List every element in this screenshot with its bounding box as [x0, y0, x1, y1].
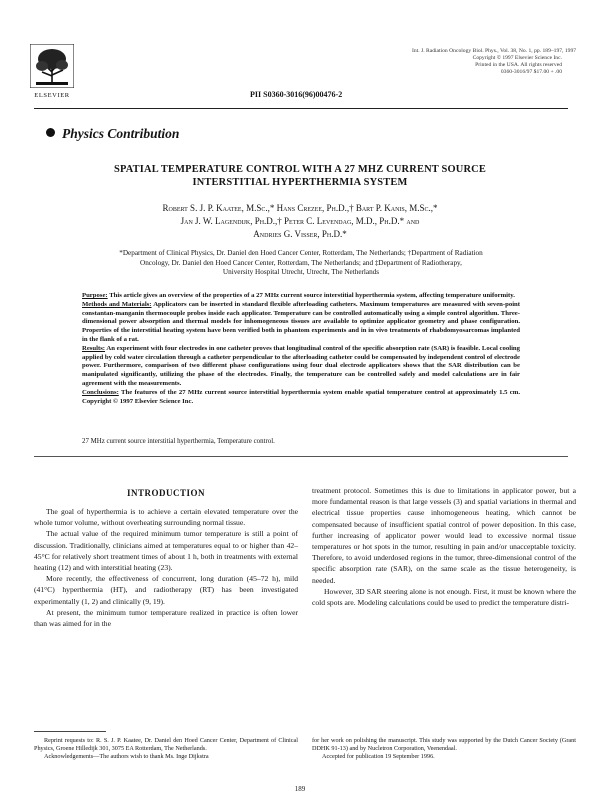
body-paragraph: At present, the minimum tumor temperature realized in practice is often lower than was aimed for in the: [34, 607, 298, 629]
header-rule: [34, 108, 568, 109]
journal-line: Int. J. Radiation Oncology Biol. Phys., Vol. 38, No. 1, pp. 189–197, 1997: [412, 48, 577, 54]
right-column: [312, 485, 576, 608]
abstract-text: The features of the 27 MHz current source interstitial hyperthermia system enable spatial temperature control at approximately 1.5 cm. Copyright © 1997 Elsevier Science Inc.: [82, 388, 520, 405]
abstract-label: Results:: [82, 344, 106, 352]
page-number: 189: [294, 785, 306, 793]
section-label: [46, 126, 179, 142]
left-column: [34, 506, 298, 629]
journal-info: [412, 48, 577, 76]
abstract-purpose: [82, 292, 520, 301]
abstract-text: This article gives an overview of the properties of a 27 MHz current source interstitial hyperthermia system, affecting temperature uniformity.: [107, 292, 515, 299]
abstract-label: Methods and Materials:: [82, 300, 152, 308]
body-paragraph: The actual value of the required minimum tumor temperature is still a point of discussion. Traditionally, clinicians aimed at temperatures equal to or higher than 42–45°C for relatively short treatment times of about 1 h, both in treatments with external heating (12) and with interstitial heating (23).: [34, 529, 298, 573]
footnote: for her work on polishing the manuscript. This study was supported by the Dutch Cancer Society (Grant DDHK 91-13) and by Nucletron Corporation, Veenendaal.: [312, 737, 576, 752]
body-paragraph: treatment protocol. Sometimes this is due to limitations in applicator power, but a more fundamental reason is that large vessels (3) and spatial variations in thermal and electrical tissue properties cause inhomogeneous heating, which cannot be compensated because of insufficient spatial control of power deposition. In this case, further increasing of applicator power would lead to excessive normal tissue temperatures or hot spots in the tumor, resulting in pain and/or unacceptable toxicity. Therefore, to avoid underdosed regions in the tumor, three-dimensional control of the specific absorption rate (SAR), on the same scale as the tissue heterogeneity, is needed.: [312, 486, 576, 585]
affiliation-line: Oncology, Dr. Daniel den Hoed Cancer Center, Rotterdam, The Netherlands; and ‡Department of Radiotherapy,: [140, 258, 462, 267]
abstract-conclusions: [82, 389, 520, 407]
intro-heading: INTRODUCTION: [126, 488, 205, 498]
affiliation-line: University Hospital Utrecht, Utrecht, The Netherlands: [222, 268, 380, 277]
author-line: Jan J. W. Lagendijk, Ph.D.,† Peter C. Levendag, M.D., Ph.D.* and: [180, 216, 420, 226]
elsevier-tree-logo-icon: [30, 44, 74, 88]
abstract-text: Applicators can be inserted in standard flexible afterloading catheters. Maximum temperatures are measured with seven-point constantan-manganin thermocouple probes inside each applicator. Temperature can be controlled automatically using a simple control algorithm. Three-dimensional power absorption and thermal models for inhomogeneous tissues are available to optimize applicator geometry and phase configuration. Properties of the interstitial heating system have been verified both in phantom experiments and in in vivo treatments of rhabdomyosarcomas implanted in the flank of a rat.: [82, 300, 520, 343]
footnote-rule: [34, 731, 106, 732]
abstract-results: [82, 345, 520, 389]
abstract-text: An experiment with four electrodes in one catheter proves that longitudinal control of the specific absorption rate (SAR) is feasible. Local cooling applied by cold water circulation through a catheter perpendicular to the afterloading catheter could be compensated by independent control of electrode power. Furthermore, comparison of two different phase configurations using four dual electrode applicators shows that the SAR distribution can be manipulated significantly, utilizing the phase of the electrodes. Finally, the temperature can be controlled safely and model calculations are in fair agreement with the measurements.: [82, 344, 520, 387]
abstract-rule: [34, 456, 568, 457]
footnotes-left: [34, 737, 298, 761]
footnotes-right: [312, 737, 576, 761]
footnote: Acknowledgements—The authors wish to thank Ms. Inge Dijkstra: [44, 753, 209, 760]
article-title: [40, 163, 560, 189]
abstract: [82, 292, 520, 406]
affiliation-line: *Department of Clinical Physics, Dr. Daniel den Hoed Cancer Center, Rotterdam, The Netherlands; †Department of Radiation: [119, 249, 483, 257]
title-line: INTERSTITIAL HYPERTHERMIA SYSTEM: [192, 177, 408, 188]
keywords: 27 MHz current source interstitial hyperthermia, Temperature control.: [82, 438, 275, 445]
journal-line: Copyright © 1997 Elsevier Science Inc.: [472, 55, 562, 61]
abstract-label: Conclusions:: [82, 388, 119, 396]
abstract-label: Purpose:: [82, 292, 108, 299]
affiliations: [56, 249, 546, 278]
body-paragraph: More recently, the effectiveness of concurrent, long duration (45–72 h), mild (41°C) hyperthermia (HT), and radiotherapy (RT) has been investigated experimentally (1, 2) and clinically (9, 19).: [34, 574, 298, 606]
title-line: SPATIAL TEMPERATURE CONTROL WITH A 27 MHZ CURRENT SOURCE: [113, 164, 487, 175]
author-list: [60, 202, 540, 241]
bullet-icon: [46, 128, 55, 137]
journal-line: Printed in the USA. All rights reserved: [475, 62, 562, 68]
pii-code: PII S0360-3016(96)00476-2: [250, 90, 343, 99]
body-paragraph: The goal of hyperthermia is to achieve a certain elevated temperature over the whole tumor volume, without overheating surrounding normal tissue.: [34, 507, 298, 528]
abstract-methods: [82, 301, 520, 345]
footnote: Accepted for publication 19 September 1996.: [322, 753, 435, 760]
journal-line: 0360-3016/97 $17.00 + .00: [500, 69, 562, 75]
body-paragraph: However, 3D SAR steering alone is not enough. First, it must be known where the cold spots are. Modeling calculations could be used to predict the temperature distri-: [312, 586, 576, 608]
footnote: Reprint requests to: R. S. J. P. Kaatee, Dr. Daniel den Hoed Cancer Center, Department of Clinical Physics, Groene Hilledijk 301, 3075 EA Rotterdam, The Netherlands.: [34, 737, 298, 752]
section-label-text: Physics Contribution: [62, 126, 180, 141]
author-line: Robert S. J. P. Kaatee, M.Sc.,* Hans Crezee, Ph.D.,† Bart P. Kanis, M.Sc.,*: [162, 203, 438, 213]
author-line: Andries G. Visser, Ph.D.*: [253, 229, 347, 239]
publisher-name: ELSEVIER: [34, 92, 70, 99]
